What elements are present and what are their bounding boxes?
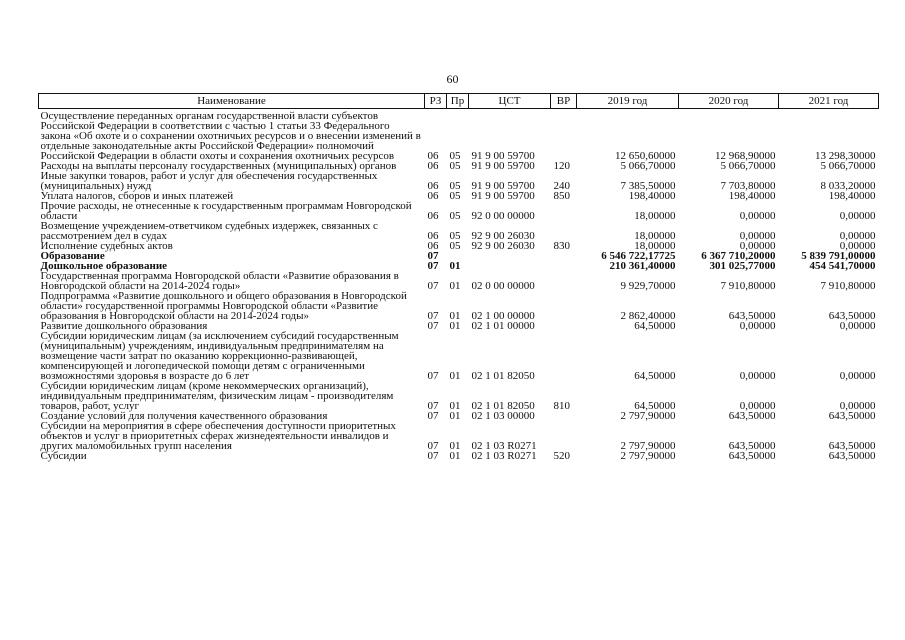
row-vr	[551, 421, 577, 451]
row-value-2020: 0,00000	[739, 240, 776, 252]
row-vr: 830	[553, 240, 570, 252]
row-name: Возмещение учреждением-ответчиком судебных издержек, связанных с рассмотрением дел в судах	[40, 220, 378, 242]
row-value-2021: 5 066,70000	[820, 160, 876, 172]
row-rz: 07	[427, 410, 439, 422]
row-name: Иные закупки товаров, работ и услуг для обеспечения государственных (муниципальных) нужд	[40, 170, 378, 192]
row-value-2021: 198,40000	[828, 190, 876, 202]
header-name: Наименование	[39, 94, 425, 109]
row-value-2019: 64,50000	[634, 320, 676, 332]
table-row	[39, 201, 879, 221]
row-value-2020: 301 025,77000	[709, 260, 776, 272]
row-name: Исполнение судебных актов	[40, 240, 173, 252]
table-row	[39, 271, 879, 291]
row-value-2021: 5 839 791,00000	[801, 250, 876, 262]
row-value-2019: 7 385,50000	[620, 180, 676, 192]
row-vr	[551, 271, 577, 291]
row-rz: 06	[427, 160, 439, 172]
row-cst: 02 1 03 R0271	[471, 450, 537, 462]
row-vr	[551, 291, 577, 321]
row-vr	[551, 201, 577, 221]
row-value-2020: 198,40000	[728, 190, 776, 202]
row-name: Субсидии юридическим лицам (за исключением субсидий государственным (муниципальным) учреждениям, индивидуальным предпринимателям на возмещение части затрат по оказанию коррекционно-развивающей, компенсирующей и логопедической помощи детям с ограниченными возможностями здоровья в возрасте до 6 лет	[40, 330, 399, 382]
row-name: Дошкольное образование	[40, 260, 168, 272]
row-value-2021: 643,50000	[828, 410, 876, 422]
row-value-2020: 7 910,80000	[720, 280, 776, 292]
row-name: Субсидии юридическим лицам (кроме некоммерческих организаций), индивидуальным предпринимателям, физическим лицам - производителям товаров, работ, услуг	[40, 380, 394, 412]
row-value-2021: 8 033,20000	[820, 180, 876, 192]
row-rz: 07	[427, 280, 439, 292]
row-value-2020: 6 367 710,20000	[701, 250, 776, 262]
row-vr	[551, 221, 577, 241]
header-row	[39, 94, 879, 109]
row-value-2020: 12 968,90000	[715, 150, 776, 162]
row-pr: 01	[449, 450, 461, 462]
row-pr: 05	[449, 210, 461, 222]
row-cst: 02 1 01 82050	[471, 400, 535, 412]
row-value-2020: 0,00000	[739, 320, 776, 332]
row-vr	[551, 321, 577, 331]
table-body	[39, 109, 879, 462]
row-value-2019: 2 797,90000	[620, 450, 676, 462]
row-cst: 02 1 01 00000	[471, 320, 535, 332]
row-value-2019: 5 066,70000	[620, 160, 676, 172]
table-row	[39, 171, 879, 191]
row-rz: 07	[427, 400, 439, 412]
header-2021: 2021 год	[779, 94, 879, 109]
row-value-2019: 2 797,90000	[620, 410, 676, 422]
row-pr: 05	[449, 180, 461, 192]
row-pr: 01	[449, 320, 461, 332]
row-vr	[551, 411, 577, 421]
row-cst: 02 0 00 00000	[471, 280, 535, 292]
header-pr: Пр	[447, 94, 469, 109]
row-rz: 06	[427, 180, 439, 192]
row-pr: 05	[449, 150, 461, 162]
row-value-2019: 18,00000	[634, 210, 676, 222]
row-value-2021: 0,00000	[839, 210, 876, 222]
header-rz: РЗ	[425, 94, 447, 109]
table-row	[39, 291, 879, 321]
row-name: Субсидии	[40, 450, 87, 462]
row-value-2020: 0,00000	[739, 230, 776, 242]
table-row	[39, 451, 879, 461]
row-rz: 06	[427, 190, 439, 202]
row-rz: 06	[427, 230, 439, 242]
row-value-2021: 7 910,80000	[820, 280, 876, 292]
table-row	[39, 221, 879, 241]
row-vr: 520	[553, 450, 570, 462]
row-value-2020: 643,50000	[728, 440, 776, 452]
row-value-2019: 210 361,40000	[609, 260, 676, 272]
row-cst: 02 1 01 82050	[471, 370, 535, 382]
row-cst: 02 1 00 00000	[471, 310, 535, 322]
row-rz: 06	[427, 240, 439, 252]
row-value-2021: 0,00000	[839, 240, 876, 252]
row-cst: 02 1 03 00000	[471, 410, 535, 422]
row-value-2021: 0,00000	[839, 400, 876, 412]
row-vr	[551, 251, 577, 261]
row-cst: 92 0 00 00000	[471, 210, 535, 222]
row-pr: 05	[449, 160, 461, 172]
row-value-2020: 5 066,70000	[720, 160, 776, 172]
row-pr: 05	[449, 190, 461, 202]
row-cst: 91 9 00 59700	[471, 160, 535, 172]
row-name: Государственная программа Новгородской области «Развитие образования в Новгородской области на 2014-2024 годы»	[40, 270, 399, 292]
row-pr: 01	[449, 260, 461, 272]
row-pr: 01	[449, 400, 461, 412]
row-value-2020: 0,00000	[739, 210, 776, 222]
row-value-2019: 198,40000	[628, 190, 676, 202]
row-value-2021: 0,00000	[839, 320, 876, 332]
row-rz: 06	[427, 150, 439, 162]
row-value-2019: 18,00000	[634, 230, 676, 242]
row-rz: 07	[427, 260, 439, 272]
row-value-2019: 18,00000	[634, 240, 676, 252]
row-name: Создание условий для получения качественного образования	[40, 410, 328, 422]
row-name: Подпрограмма «Развитие дошкольного и общего образования в Новгородской области» государственной программы Новгородской области «Развитие образования в Новгородской области на 2014-2024 годы»	[40, 290, 407, 322]
row-value-2019: 2 797,90000	[620, 440, 676, 452]
row-name: Уплата налогов, сборов и иных платежей	[40, 190, 234, 202]
row-value-2021: 643,50000	[828, 310, 876, 322]
row-rz: 07	[427, 250, 439, 262]
row-name: Развитие дошкольного образования	[40, 320, 208, 332]
row-value-2019: 12 650,60000	[615, 150, 676, 162]
row-value-2021: 454 541,70000	[809, 260, 876, 272]
row-cst	[469, 251, 551, 261]
row-value-2020: 643,50000	[728, 450, 776, 462]
row-vr	[551, 261, 577, 271]
row-pr: 01	[449, 370, 461, 382]
row-value-2019: 64,50000	[634, 370, 676, 382]
row-value-2021: 0,00000	[839, 230, 876, 242]
row-cst: 91 9 00 59700	[471, 190, 535, 202]
row-vr: 810	[553, 400, 570, 412]
row-pr: 05	[449, 240, 461, 252]
row-pr: 01	[449, 280, 461, 292]
header-vr: ВР	[551, 94, 577, 109]
row-pr: 01	[449, 310, 461, 322]
table-row	[39, 381, 879, 411]
row-value-2021: 0,00000	[839, 370, 876, 382]
row-cst	[469, 261, 551, 271]
table-row	[39, 331, 879, 381]
table-row	[39, 109, 879, 162]
row-value-2019: 9 929,70000	[620, 280, 676, 292]
row-value-2020: 643,50000	[728, 410, 776, 422]
row-value-2020: 7 703,80000	[720, 180, 776, 192]
row-rz: 07	[427, 450, 439, 462]
row-vr: 850	[553, 190, 570, 202]
row-pr: 05	[449, 230, 461, 242]
row-vr: 240	[553, 180, 570, 192]
row-value-2021: 643,50000	[828, 450, 876, 462]
header-2019: 2019 год	[577, 94, 679, 109]
row-value-2020: 0,00000	[739, 370, 776, 382]
table-header	[39, 94, 879, 109]
row-value-2020: 0,00000	[739, 400, 776, 412]
row-name: Образование	[40, 250, 105, 262]
row-value-2020: 643,50000	[728, 310, 776, 322]
row-rz: 07	[427, 320, 439, 332]
page-number: 60	[446, 72, 459, 86]
table-row	[39, 421, 879, 451]
row-name: Субсидии на мероприятия в сфере обеспечения доступности приоритетных объектов и услуг в приоритетных сферах жизнедеятельности инвалидов и других маломобильных групп населения	[40, 420, 396, 452]
row-pr: 01	[449, 440, 461, 452]
row-vr	[551, 331, 577, 381]
row-cst: 02 1 03 R0271	[471, 440, 537, 452]
row-vr: 120	[553, 160, 570, 172]
row-value-2019: 6 546 722,17725	[601, 250, 676, 262]
row-value-2019: 64,50000	[634, 400, 676, 412]
row-value-2019: 2 862,40000	[620, 310, 676, 322]
row-cst: 91 9 00 59700	[471, 150, 535, 162]
header-2020: 2020 год	[679, 94, 779, 109]
row-vr	[551, 109, 577, 162]
header-cst: ЦСТ	[469, 94, 551, 109]
row-cst: 91 9 00 59700	[471, 180, 535, 192]
row-name: Осуществление переданных органам государственной власти субъектов Российской Федерации в соответствии с частью 1 статьи 33 Федерального закона «Об охоте и о сохранении охотничьих ресурсов и о внесении изменений в отдельные законодательные акты Российской Федерации» полномочий Российской Федерации в области охоты и сохранения охотничьих ресурсов	[40, 110, 421, 162]
row-rz: 07	[427, 310, 439, 322]
row-value-2021: 13 298,30000	[815, 150, 876, 162]
row-cst: 92 9 00 26030	[471, 230, 535, 242]
row-rz: 07	[427, 440, 439, 452]
row-name: Расходы на выплаты персоналу государственных (муниципальных) органов	[40, 160, 397, 172]
row-rz: 07	[427, 370, 439, 382]
row-pr: 01	[449, 410, 461, 422]
budget-table	[38, 93, 879, 461]
row-value-2021: 643,50000	[828, 440, 876, 452]
row-cst: 92 9 00 26030	[471, 240, 535, 252]
row-name: Прочие расходы, не отнесенные к государственным программам Новгородской области	[40, 200, 412, 222]
row-rz: 06	[427, 210, 439, 222]
